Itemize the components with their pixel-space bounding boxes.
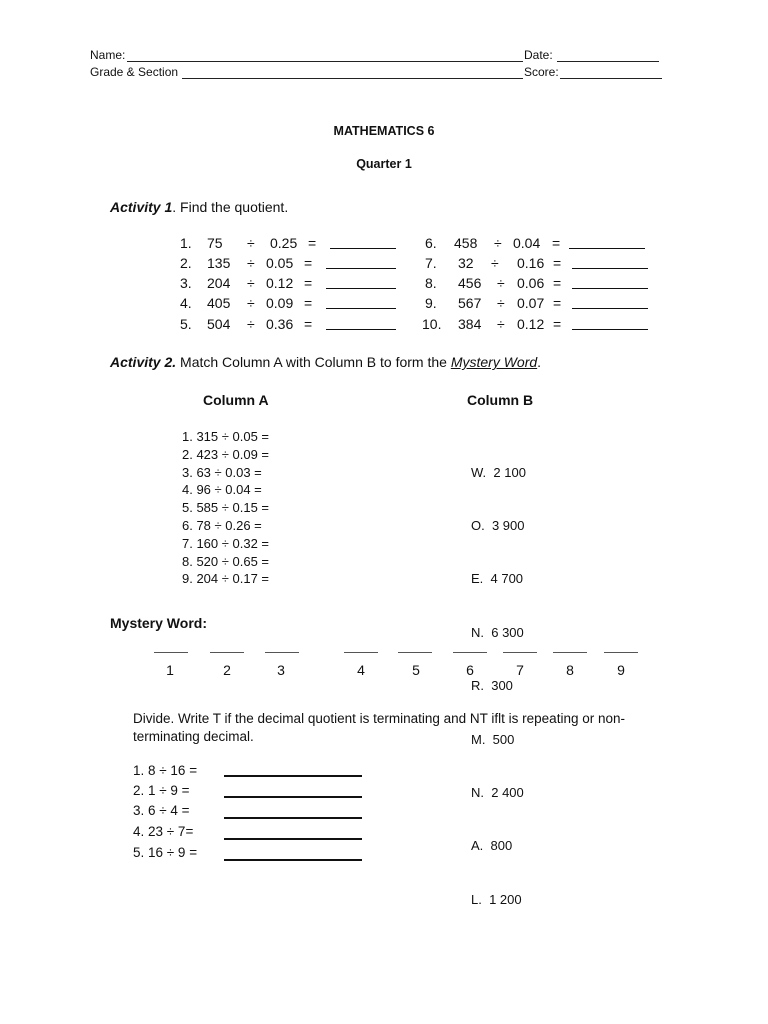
blank-number: 5: [412, 662, 420, 678]
answer-blank[interactable]: [569, 248, 645, 249]
column-b-item: L. 1 200: [471, 891, 522, 907]
activity3-instruction: Divide. Write T if the decimal quotient is terminating and NT iflt is repeating or non-terminating decimal.: [133, 711, 625, 744]
column-a-item: 1. 315 ÷ 0.05 =: [182, 429, 270, 444]
answer-blank[interactable]: [326, 308, 396, 309]
column-b-title: Column B: [467, 392, 534, 408]
tn-answer-blank[interactable]: [224, 817, 362, 819]
column-b-item: N. 2 400: [471, 784, 524, 800]
answer-blank[interactable]: [326, 268, 396, 269]
grade-section-field[interactable]: [182, 78, 523, 79]
letter-blank[interactable]: [154, 652, 188, 653]
grade-section-label: Grade & Section: [90, 65, 179, 79]
blank-number: 3: [277, 662, 285, 678]
problem-row: 2. 135 ÷ 0.05 =: [180, 253, 400, 273]
problem-row: 3. 204 ÷ 0.12 =: [180, 273, 400, 293]
blank-number: 1: [166, 662, 174, 678]
activity1-instruction: . Find the quotient.: [172, 199, 289, 215]
tn-answer-blank[interactable]: [224, 796, 362, 798]
activity2-heading: Activity 2. Match Column A with Column B to form the Mystery Word.: [110, 354, 542, 370]
problem-row: 7. 32 ÷ 0.16 =: [425, 253, 655, 273]
tn-answer-blank[interactable]: [224, 775, 362, 777]
activity2-label: Activity 2.: [110, 354, 177, 370]
tn-answer-blank[interactable]: [224, 838, 362, 840]
tn-item: 2. 1 ÷ 9 =: [133, 783, 190, 798]
blank-number: 2: [223, 662, 231, 678]
letter-blank[interactable]: [503, 652, 537, 653]
problem-row: 5. 504 ÷ 0.36 =: [180, 314, 400, 334]
blank-number: 7: [516, 662, 524, 678]
column-a-item: 5. 585 ÷ 0.15 =: [182, 500, 270, 516]
column-a-item: 3. 63 ÷ 0.03 =: [182, 464, 262, 480]
column-a-list: [182, 428, 269, 588]
column-b-item: O. 3 900: [471, 517, 525, 533]
column-b-item: R. 300: [471, 678, 513, 694]
problem-row: 1. 75 ÷ 0.25 =: [180, 233, 400, 253]
letter-blank[interactable]: [265, 652, 299, 653]
tn-item: 1. 8 ÷ 16 =: [133, 763, 198, 778]
letter-blank[interactable]: [344, 652, 378, 653]
problem-row: 10. 384 ÷ 0.12 =: [422, 314, 655, 334]
page-subtitle: Quarter 1: [356, 157, 412, 171]
column-a-item: 8. 520 ÷ 0.65 =: [182, 553, 270, 569]
name-field[interactable]: [127, 61, 523, 62]
score-field[interactable]: [560, 78, 662, 79]
column-b-item: M. 500: [471, 731, 515, 747]
blank-number: 8: [566, 662, 574, 678]
activity1-heading: [110, 199, 288, 215]
problem-row: 9. 567 ÷ 0.07 =: [425, 293, 655, 313]
mystery-word-link-text: Mystery Word: [450, 354, 538, 370]
tn-item: 3. 6 ÷ 4 =: [133, 803, 190, 818]
answer-blank[interactable]: [330, 248, 396, 249]
answer-blank[interactable]: [572, 268, 648, 269]
column-a-item: 2. 423 ÷ 0.09 =: [182, 446, 270, 462]
blank-number: 4: [357, 662, 365, 678]
date-label: Date:: [524, 48, 553, 62]
letter-blank[interactable]: [210, 652, 244, 653]
activity1-label: Activity 1: [110, 199, 173, 215]
answer-blank[interactable]: [326, 288, 396, 289]
column-b-item: N. 6 300: [471, 624, 524, 640]
answer-blank[interactable]: [572, 308, 648, 309]
letter-blank[interactable]: [604, 652, 638, 653]
tn-item: 4. 23 ÷ 7=: [133, 824, 194, 839]
column-a-item: 7. 160 ÷ 0.32 =: [182, 535, 270, 551]
column-a-item: 6. 78 ÷ 0.26 =: [182, 517, 262, 533]
tn-answer-blank[interactable]: [224, 859, 362, 861]
name-label: Name:: [90, 48, 126, 62]
blank-number: 9: [617, 662, 625, 678]
letter-blank[interactable]: [453, 652, 487, 653]
answer-blank[interactable]: [572, 329, 648, 330]
letter-blank[interactable]: [553, 652, 587, 653]
letter-blank[interactable]: [398, 652, 432, 653]
column-b-item: E. 4 700: [471, 571, 524, 587]
column-b-item: A. 800: [471, 838, 513, 854]
column-a-title: Column A: [203, 392, 269, 408]
blank-number: 6: [466, 662, 474, 678]
column-b-item: W. 2 100: [471, 464, 526, 480]
page-title: MATHEMATICS 6: [333, 124, 435, 138]
problem-row: 8. 456 ÷ 0.06 =: [425, 273, 655, 293]
tn-item: 5. 16 ÷ 9 =: [133, 845, 198, 860]
column-a-item: 4. 96 ÷ 0.04 =: [182, 482, 262, 498]
problem-row: 4. 405 ÷ 0.09 =: [180, 293, 400, 313]
score-label: Score:: [524, 65, 559, 79]
column-a-item: 9. 204 ÷ 0.17 =: [182, 571, 270, 587]
problem-row: 6. 458 ÷ 0.04 =: [425, 233, 655, 253]
answer-blank[interactable]: [326, 329, 396, 330]
answer-blank[interactable]: [572, 288, 648, 289]
mystery-word-label: Mystery Word:: [110, 615, 207, 631]
date-field[interactable]: [557, 61, 659, 62]
activity2-instruction: Match Column A with Column B to form the: [176, 354, 451, 370]
